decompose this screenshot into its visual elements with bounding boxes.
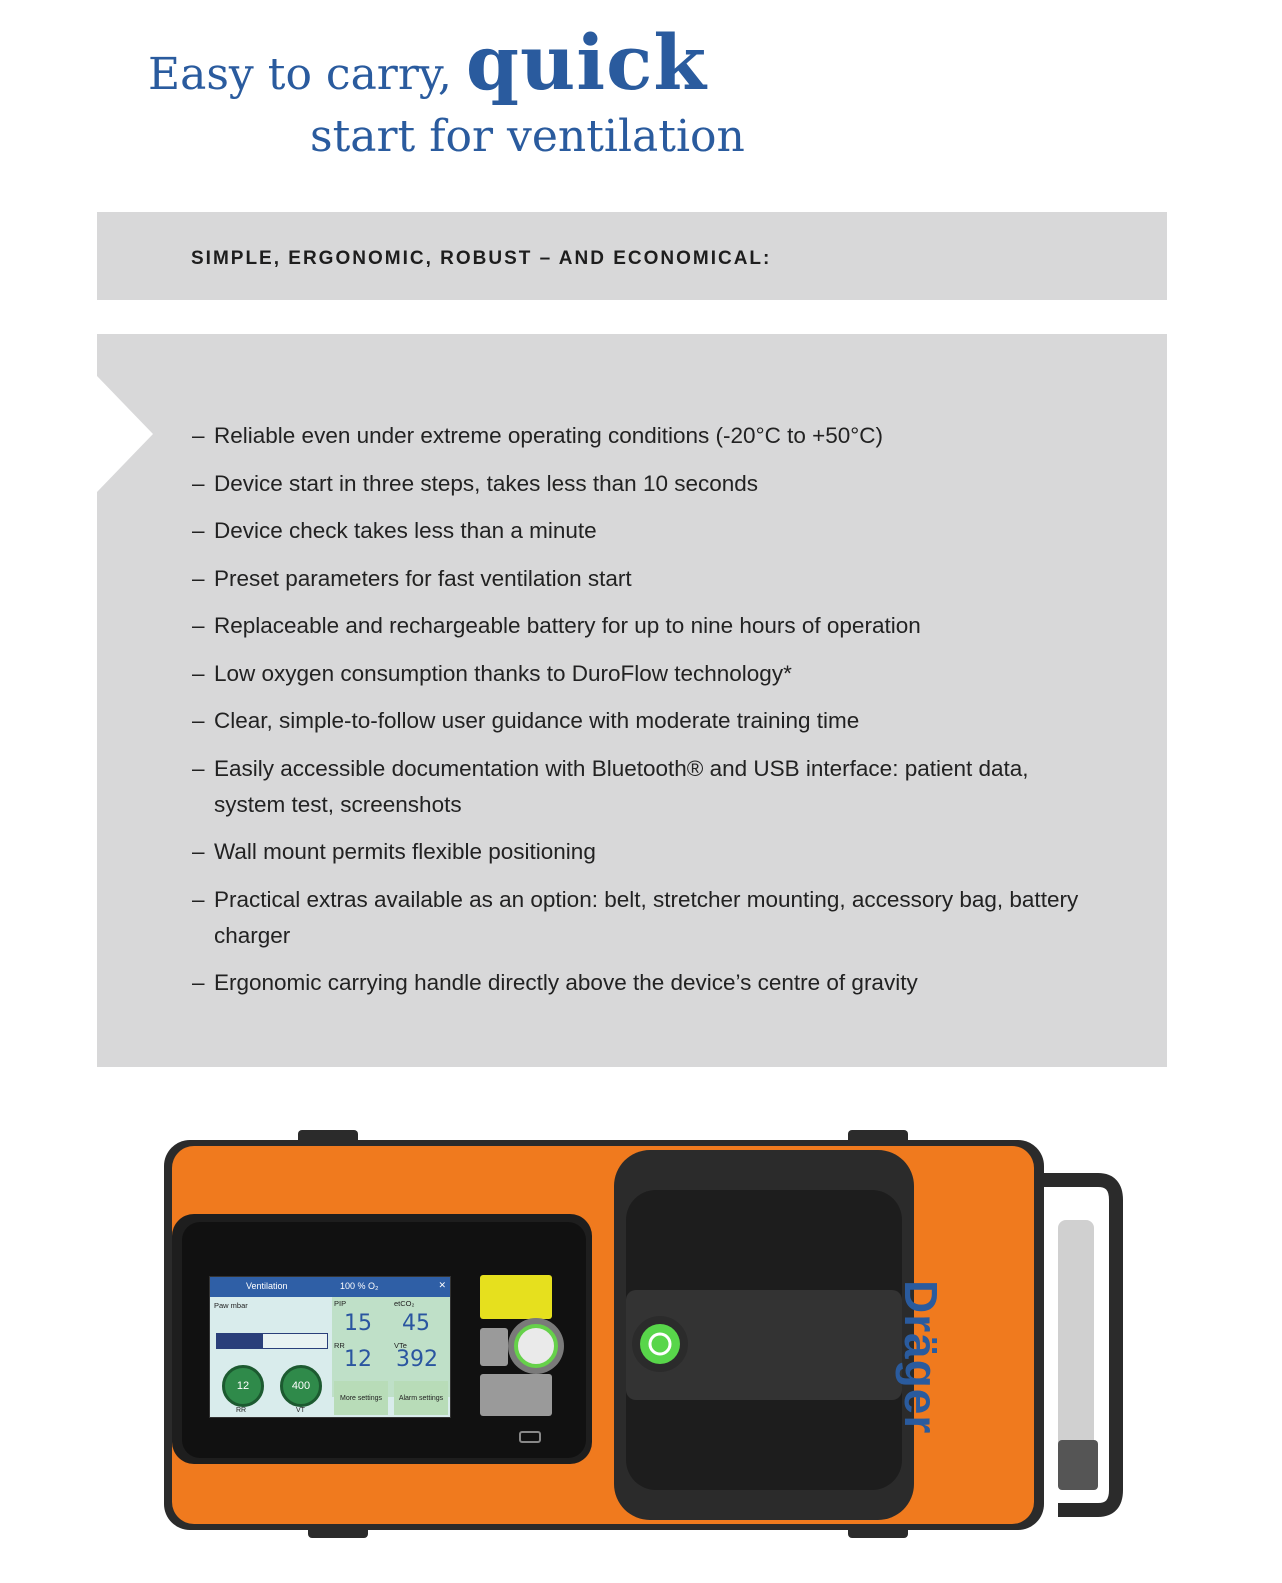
feature-item: – Device start in three steps, takes less than 10 seconds xyxy=(192,466,1092,502)
arrow-notch-icon xyxy=(97,334,157,494)
vt-gauge-label: VT xyxy=(296,1407,305,1414)
headline xyxy=(148,18,745,162)
feature-item: – Preset parameters for fast ventilation start xyxy=(192,561,1092,597)
screen-oxygen: 100 % O₂ xyxy=(340,1281,379,1291)
alarm-settings-button[interactable]: Alarm settings xyxy=(394,1381,448,1415)
close-icon[interactable]: ✕ xyxy=(438,1280,446,1290)
more-settings-button[interactable]: More settings xyxy=(334,1381,388,1415)
paw-bar-fill xyxy=(217,1334,263,1348)
rr-gauge[interactable]: 12 xyxy=(222,1365,264,1407)
pip-value: 15 xyxy=(344,1311,372,1336)
pip-label: PIP xyxy=(334,1299,347,1308)
section-banner xyxy=(97,212,1167,300)
vt-gauge[interactable]: 400 xyxy=(280,1365,322,1407)
section-banner-title: SIMPLE, ERGONOMIC, ROBUST – AND ECONOMICAL: xyxy=(191,248,772,269)
rr-value: 12 xyxy=(344,1347,372,1372)
feature-item: – Clear, simple-to-follow user guidance with moderate training time xyxy=(192,703,1092,739)
headline-line-1 xyxy=(148,18,745,107)
feature-item: – Low oxygen consumption thanks to DuroFlow technology* xyxy=(192,656,1092,692)
feature-item: – Wall mount permits flexible positioning xyxy=(192,834,1092,870)
rr-gauge-label: RR xyxy=(236,1407,247,1414)
etco2-label: etCO₂ xyxy=(394,1299,415,1308)
feature-item: – Ergonomic carrying handle directly above the device’s centre of gravity xyxy=(192,965,1092,1001)
headline-quick: quick xyxy=(465,18,708,107)
screen-title: Ventilation xyxy=(246,1281,288,1291)
etco2-value: 45 xyxy=(402,1311,430,1336)
brand-logo: Dräger xyxy=(895,1280,947,1435)
feature-item: – Practical extras available as an option: belt, stretcher mounting, accessory bag, battery charger xyxy=(192,882,1092,954)
headline-line-2: start for ventilation xyxy=(310,111,745,162)
ventilator-screen xyxy=(209,1276,451,1418)
paw-label: Paw mbar xyxy=(214,1301,248,1310)
feature-item: – Device check takes less than a minute xyxy=(192,513,1092,549)
vte-value: 392 xyxy=(396,1347,438,1372)
feature-item: – Easily accessible documentation with Bluetooth® and USB interface: patient data, system test, screenshots xyxy=(192,751,1092,823)
feature-item: – Reliable even under extreme operating conditions (-20°C to +50°C) xyxy=(192,418,1092,454)
feature-list xyxy=(192,418,1092,1013)
feature-item: – Replaceable and rechargeable battery for up to nine hours of operation xyxy=(192,608,1092,644)
rr-label: RR xyxy=(334,1341,345,1350)
headline-easy-to-carry: Easy to carry, xyxy=(148,49,452,100)
paw-bar xyxy=(216,1333,328,1349)
screen-header xyxy=(210,1277,450,1297)
ventilator-device-image xyxy=(158,1130,1138,1550)
vte-label: VTe xyxy=(394,1341,407,1350)
feature-box xyxy=(97,334,1167,1067)
